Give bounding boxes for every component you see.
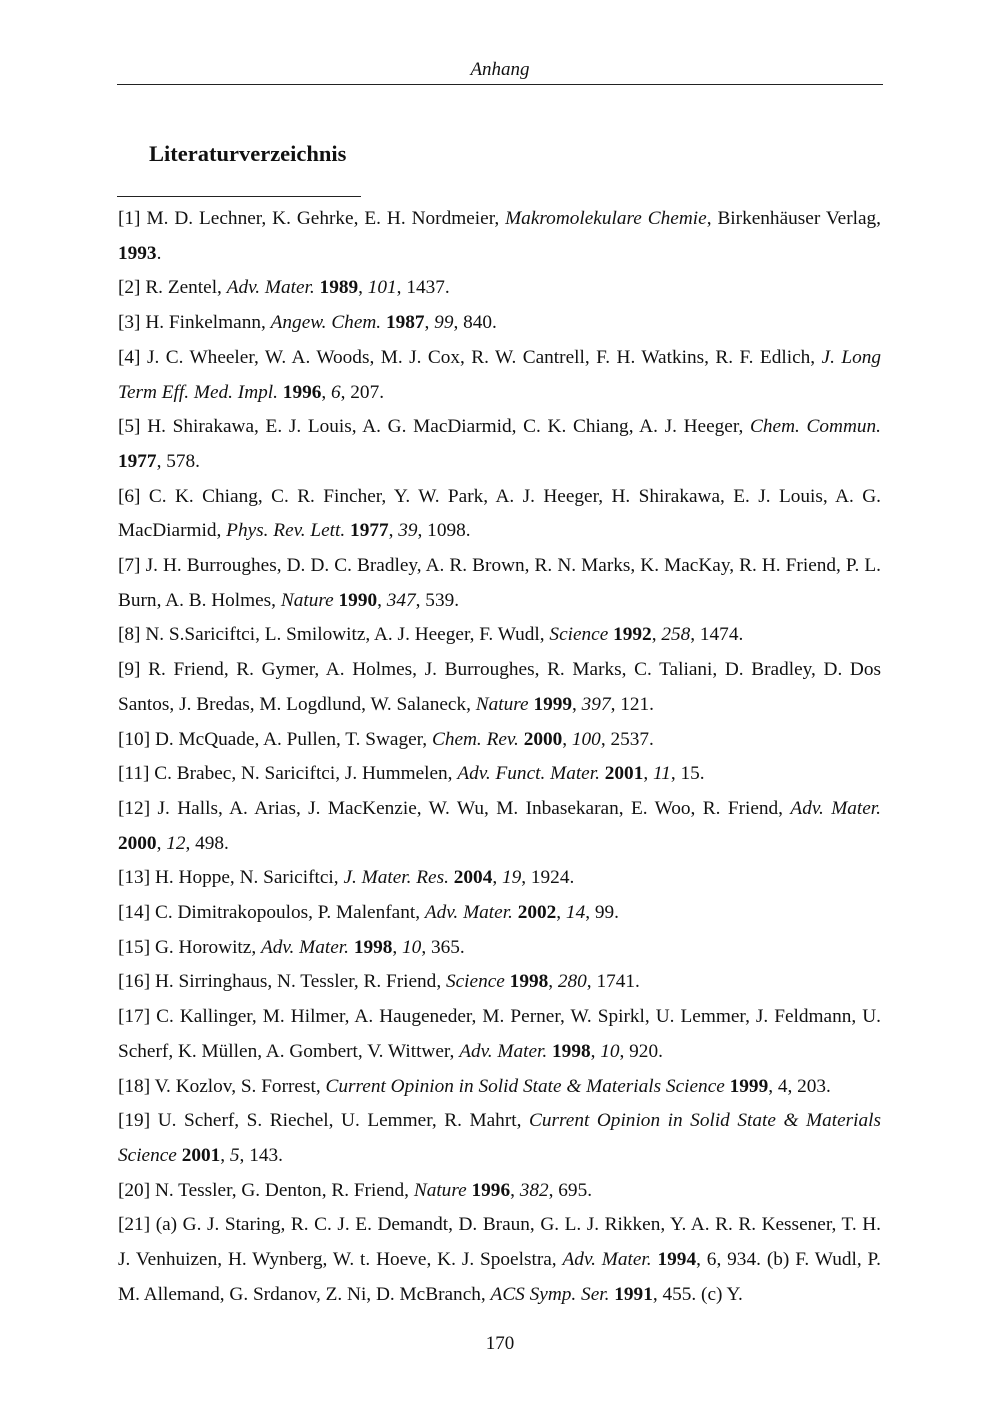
reference-authors: H. Finkelmann, bbox=[145, 312, 266, 334]
reference-volume: 10 bbox=[600, 1040, 620, 1062]
ref-21-part-a-rest: , 6, 934. bbox=[696, 1249, 761, 1271]
reference-tail: . bbox=[156, 242, 162, 264]
reference-pages: 99 bbox=[594, 902, 615, 924]
reference-authors: C. Dimitrakopoulos, P. Malenfant, bbox=[154, 902, 421, 924]
reference-volume: 6 bbox=[331, 381, 341, 403]
reference-authors: D. McQuade, A. Pullen, T. Swager, bbox=[154, 728, 428, 750]
reference-year: 1989 bbox=[319, 277, 359, 299]
reference-year: 2000 bbox=[118, 832, 157, 854]
ref-21-part-a-year: 1994 bbox=[657, 1249, 697, 1271]
reference-authors: N. Tessler, G. Denton, R. Friend, bbox=[154, 1179, 409, 1201]
reference-volume: 10 bbox=[402, 936, 422, 958]
reference-pages: 1741 bbox=[596, 971, 635, 993]
ref-21-part-b-year: 1991 bbox=[614, 1283, 653, 1305]
reference-pages: 539 bbox=[425, 589, 455, 611]
reference-pages: 920 bbox=[629, 1040, 659, 1062]
reference-entry: [9] R. Friend, R. Gymer, A. Holmes, J. Burroughes, R. Marks, C. Taliani, D. Bradley, D. Dos Santos, J. Bredas, M. Logdlund, W. Salaneck, Nature 1999, 397, 121. bbox=[118, 659, 881, 715]
reference-year: 1992 bbox=[613, 624, 652, 646]
reference-source: Nature bbox=[280, 589, 334, 611]
reference-pages: 203 bbox=[797, 1075, 827, 1097]
reference-source: Adv. Mater. bbox=[226, 277, 315, 299]
reference-label: [4] bbox=[118, 346, 141, 368]
reference-authors: G. Horowitz, bbox=[154, 936, 257, 958]
ref-21-part-b-marker: (b) bbox=[766, 1249, 790, 1271]
reference-year: 1987 bbox=[385, 312, 425, 334]
reference-year: 1998 bbox=[552, 1040, 591, 1062]
reference-pages: 695 bbox=[558, 1179, 588, 1201]
reference-year: 1998 bbox=[509, 971, 549, 993]
reference-source: Angew. Chem. bbox=[270, 312, 382, 334]
reference-label: [6] bbox=[118, 485, 141, 507]
reference-pages: 143 bbox=[249, 1144, 279, 1166]
reference-entry: [2] R. Zentel, Adv. Mater. 1989, 101, 1437. bbox=[118, 277, 450, 299]
reference-volume: 4 bbox=[777, 1075, 788, 1097]
reference-source: Nature bbox=[413, 1179, 467, 1201]
reference-entry: [12] J. Halls, A. Arias, J. MacKenzie, W. Wu, M. Inbasekaran, E. Woo, R. Friend, Adv. Mater. 2000, 12, 498. bbox=[118, 797, 881, 854]
reference-year: 1996 bbox=[471, 1179, 511, 1201]
reference-label: [12] bbox=[118, 797, 151, 819]
ref-21-part-b-rest: , 455. bbox=[652, 1283, 697, 1305]
reference-volume: 382 bbox=[519, 1179, 549, 1201]
reference-entry: [20] N. Tessler, G. Denton, R. Friend, Nature 1996, 382, 695. bbox=[118, 1179, 593, 1201]
reference-source: Current Opinion in Solid State & Materials Science bbox=[118, 1110, 882, 1166]
reference-label: [13] bbox=[118, 867, 151, 889]
reference-label: [17] bbox=[118, 1006, 151, 1028]
title-underline bbox=[117, 196, 361, 197]
reference-label: [14] bbox=[118, 902, 151, 924]
reference-pages: 840 bbox=[463, 312, 493, 334]
reference-entry-21 bbox=[118, 1208, 881, 1312]
reference-authors: J. Halls, A. Arias, J. MacKenzie, W. Wu, M. Inbasekaran, E. Woo, R. Friend, bbox=[157, 797, 784, 819]
ref-21-part-a-authors: G. J. Staring, R. C. J. E. Demandt, D. Braun, G. L. J. Rikken, Y. A. R. R. Kessener, T. H. J. Venhuizen, H. Wynberg, W. t. Hoeve, K. J. Spoelstra, bbox=[118, 1214, 881, 1271]
reference-entry bbox=[118, 202, 881, 271]
reference-source: Adv. Mater. bbox=[459, 1040, 548, 1062]
reference-label: [16] bbox=[118, 971, 151, 993]
reference-authors: H. Sirringhaus, N. Tessler, R. Friend, bbox=[154, 971, 442, 993]
reference-authors: R. Zentel, bbox=[145, 277, 222, 299]
reference-year: 1996 bbox=[282, 381, 322, 403]
reference-authors: H. Shirakawa, E. J. Louis, A. G. MacDiarmid, C. K. Chiang, A. J. Heeger, bbox=[147, 416, 744, 438]
reference-label: [15] bbox=[118, 936, 151, 958]
reference-year: 2001 bbox=[181, 1144, 221, 1166]
section-title: Literaturverzeichnis bbox=[149, 141, 347, 166]
reference-source: J. Mater. Res. bbox=[343, 867, 449, 889]
reference-label: [18] bbox=[118, 1075, 151, 1097]
reference-year: 2004 bbox=[453, 867, 493, 889]
reference-entry: [11] C. Brabec, N. Sariciftci, J. Hummelen, Adv. Funct. Mater. 2001, 11, 15. bbox=[118, 763, 705, 785]
reference-entry: [17] C. Kallinger, M. Hilmer, A. Haugeneder, M. Perner, W. Spirkl, U. Lemmer, J. Feldmann, U. Scherf, K. Müllen, A. Gombert, V. Wittwer, Adv. Mater. 1998, 10, 920. bbox=[118, 1006, 881, 1062]
reference-authors: J. H. Burroughes, D. D. C. Bradley, A. R. Brown, R. N. Marks, K. MacKay, R. H. Friend, P. L. Burn, A. B. Holmes, bbox=[118, 555, 881, 611]
reference-volume: 14 bbox=[565, 902, 586, 924]
reference-pages: 498 bbox=[195, 832, 225, 854]
reference-year: 2001 bbox=[604, 763, 644, 785]
running-header bbox=[117, 58, 883, 85]
reference-label: [3] bbox=[118, 312, 141, 334]
reference-year: 1999 bbox=[729, 1075, 769, 1097]
reference-pages: 121 bbox=[620, 693, 650, 715]
reference-authors: C. Kallinger, M. Hilmer, A. Haugeneder, M. Perner, W. Spirkl, U. Lemmer, J. Feldmann, U. Scherf, K. Müllen, A. Gombert, V. Wittwer, bbox=[118, 1006, 881, 1062]
reference-source: Adv. Funct. Mater. bbox=[457, 763, 600, 785]
reference-volume: 11 bbox=[652, 763, 671, 785]
reference-authors: C. K. Chiang, C. R. Fincher, Y. W. Park, A. J. Heeger, H. Shirakawa, E. J. Louis, A. G. MacDiarmid, bbox=[118, 485, 881, 542]
reference-authors: U. Scherf, S. Riechel, U. Lemmer, R. Mahrt, bbox=[157, 1110, 522, 1132]
reference-authors: R. Friend, R. Gymer, A. Holmes, J. Burroughes, R. Marks, C. Taliani, D. Bradley, D. Dos Santos, J. Bredas, M. Logdlund, W. Salaneck, bbox=[118, 659, 881, 715]
reference-authors: C. Brabec, N. Sariciftci, J. Hummelen, bbox=[154, 763, 453, 785]
ref-21-part-a-marker: (a) bbox=[155, 1214, 178, 1236]
reference-entry: [5] H. Shirakawa, E. J. Louis, A. G. MacDiarmid, C. K. Chiang, A. J. Heeger, Chem. Commun. 1977, 578. bbox=[118, 416, 881, 472]
reference-entry: [6] C. K. Chiang, C. R. Fincher, Y. W. Park, A. J. Heeger, H. Shirakawa, E. J. Louis, A. G. MacDiarmid, Phys. Rev. Lett. 1977, 39, 1098. bbox=[118, 485, 881, 542]
reference-volume: 19 bbox=[501, 867, 522, 889]
reference-label: [7] bbox=[118, 555, 141, 577]
reference-pages: 1924 bbox=[530, 867, 570, 889]
reference-authors: H. Hoppe, N. Sariciftci, bbox=[154, 867, 339, 889]
reference-label: [11] bbox=[118, 763, 150, 785]
reference-year: 1977 bbox=[350, 520, 389, 542]
reference-volume: 100 bbox=[571, 728, 601, 750]
reference-year: 1999 bbox=[533, 693, 573, 715]
ref-21-part-b-source: ACS Symp. Ser. bbox=[490, 1283, 610, 1305]
reference-list bbox=[118, 202, 881, 1313]
ref-21-part-b-authors: F. Wudl, P. M. Allemand, G. Srdanov, Z. Ni, D. McBranch, bbox=[118, 1249, 881, 1305]
running-title: Anhang bbox=[470, 59, 530, 80]
reference-label: [19] bbox=[118, 1110, 151, 1132]
reference-year: 2002 bbox=[517, 902, 557, 924]
reference-source: Science bbox=[549, 624, 609, 646]
reference-label: [2] bbox=[118, 277, 141, 299]
reference-source: Phys. Rev. Lett. bbox=[226, 520, 346, 542]
reference-volume: 397 bbox=[581, 693, 611, 715]
reference-label: [9] bbox=[118, 659, 141, 681]
reference-pages: 1098 bbox=[427, 520, 466, 542]
reference-pages: 207 bbox=[350, 381, 380, 403]
reference-authors: N. S.Sariciftci, L. Smilowitz, A. J. Heeger, F. Wudl, bbox=[145, 624, 545, 646]
reference-entry: [18] V. Kozlov, S. Forrest, Current Opinion in Solid State & Materials Science 1999, 4, 203. bbox=[118, 1075, 831, 1097]
reference-entry: [19] U. Scherf, S. Riechel, U. Lemmer, R. Mahrt, Current Opinion in Solid State & Materials Science 2001, 5, 143. bbox=[118, 1110, 882, 1166]
reference-entry: [13] H. Hoppe, N. Sariciftci, J. Mater. Res. 2004, 19, 1924. bbox=[118, 867, 575, 889]
reference-authors: J. C. Wheeler, W. A. Woods, M. J. Cox, R. W. Cantrell, F. H. Watkins, R. F. Edlich, bbox=[146, 346, 816, 368]
reference-entry: [16] H. Sirringhaus, N. Tessler, R. Friend, Science 1998, 280, 1741. bbox=[118, 971, 640, 993]
reference-volume: 5 bbox=[229, 1144, 240, 1166]
reference-entry: [15] G. Horowitz, Adv. Mater. 1998, 10, 365. bbox=[118, 936, 465, 958]
ref-21-label: [21] bbox=[118, 1214, 151, 1236]
reference-pages: 578 bbox=[166, 450, 196, 472]
reference-label: [5] bbox=[118, 416, 141, 438]
reference-pages: 15 bbox=[680, 763, 700, 785]
reference-source: J. Long Term Eff. Med. Impl. bbox=[118, 346, 882, 403]
page-number: 170 bbox=[485, 1333, 515, 1354]
reference-source: Chem. Commun. bbox=[750, 416, 881, 438]
reference-source: Current Opinion in Solid State & Materials Science bbox=[325, 1075, 725, 1097]
ref-21-part-a-source: Adv. Mater. bbox=[562, 1249, 652, 1271]
reference-year: 1990 bbox=[338, 589, 378, 611]
reference-pages: 2537 bbox=[610, 728, 650, 750]
reference-entry: [3] H. Finkelmann, Angew. Chem. 1987, 99, 840. bbox=[118, 312, 497, 334]
reference-source: Adv. Mater. bbox=[790, 797, 881, 819]
reference-pages: 1437 bbox=[406, 277, 445, 299]
reference-pages: 365 bbox=[430, 936, 460, 958]
reference-label: [20] bbox=[118, 1179, 151, 1201]
reference-year: 1993 bbox=[118, 242, 157, 264]
reference-volume: 258 bbox=[661, 624, 691, 646]
reference-entry: [7] J. H. Burroughes, D. D. C. Bradley, A. R. Brown, R. N. Marks, K. MacKay, R. H. Friend, P. L. Burn, A. B. Holmes, Nature 1990, 347, 539. bbox=[118, 555, 881, 611]
reference-source: Nature bbox=[475, 693, 529, 715]
reference-year: 2000 bbox=[523, 728, 563, 750]
reference-source: Makromolekulare Chemie bbox=[505, 208, 707, 229]
reference-source: Adv. Mater. bbox=[424, 902, 513, 924]
reference-entry: [4] J. C. Wheeler, W. A. Woods, M. J. Cox, R. W. Cantrell, F. H. Watkins, R. F. Edlich, J. Long Term Eff. Med. Impl. 1996, 6, 207. bbox=[118, 346, 882, 403]
reference-entry: [14] C. Dimitrakopoulos, P. Malenfant, Adv. Mater. 2002, 14, 99. bbox=[118, 902, 619, 924]
reference-volume: 347 bbox=[386, 589, 416, 611]
ref-21-part-c-marker: (c) Y. bbox=[701, 1283, 743, 1305]
reference-entry: [8] N. S.Sariciftci, L. Smilowitz, A. J. Heeger, F. Wudl, Science 1992, 258, 1474. bbox=[118, 624, 744, 646]
reference-volume: 39 bbox=[398, 520, 418, 542]
reference-authors: V. Kozlov, S. Forrest, bbox=[154, 1075, 321, 1097]
reference-authors: M. D. Lechner, K. Gehrke, E. H. Nordmeier, bbox=[146, 208, 500, 229]
reference-pages: 1474 bbox=[699, 624, 739, 646]
reference-source: Adv. Mater. bbox=[261, 936, 349, 958]
reference-source: Science bbox=[445, 971, 505, 993]
reference-label: [8] bbox=[118, 624, 141, 646]
reference-volume: 12 bbox=[166, 832, 186, 854]
reference-volume: 101 bbox=[367, 277, 397, 299]
reference-volume: 280 bbox=[557, 971, 587, 993]
reference-source: Chem. Rev. bbox=[431, 728, 519, 750]
reference-detail: , Birkenhäuser Verlag, bbox=[706, 208, 881, 229]
reference-year: 1998 bbox=[353, 936, 393, 958]
reference-year: 1977 bbox=[118, 450, 157, 472]
reference-entry: [10] D. McQuade, A. Pullen, T. Swager, Chem. Rev. 2000, 100, 2537. bbox=[118, 728, 654, 750]
reference-volume: 99 bbox=[434, 312, 454, 334]
reference-label: [1] bbox=[118, 208, 141, 229]
reference-label: [10] bbox=[118, 728, 151, 750]
